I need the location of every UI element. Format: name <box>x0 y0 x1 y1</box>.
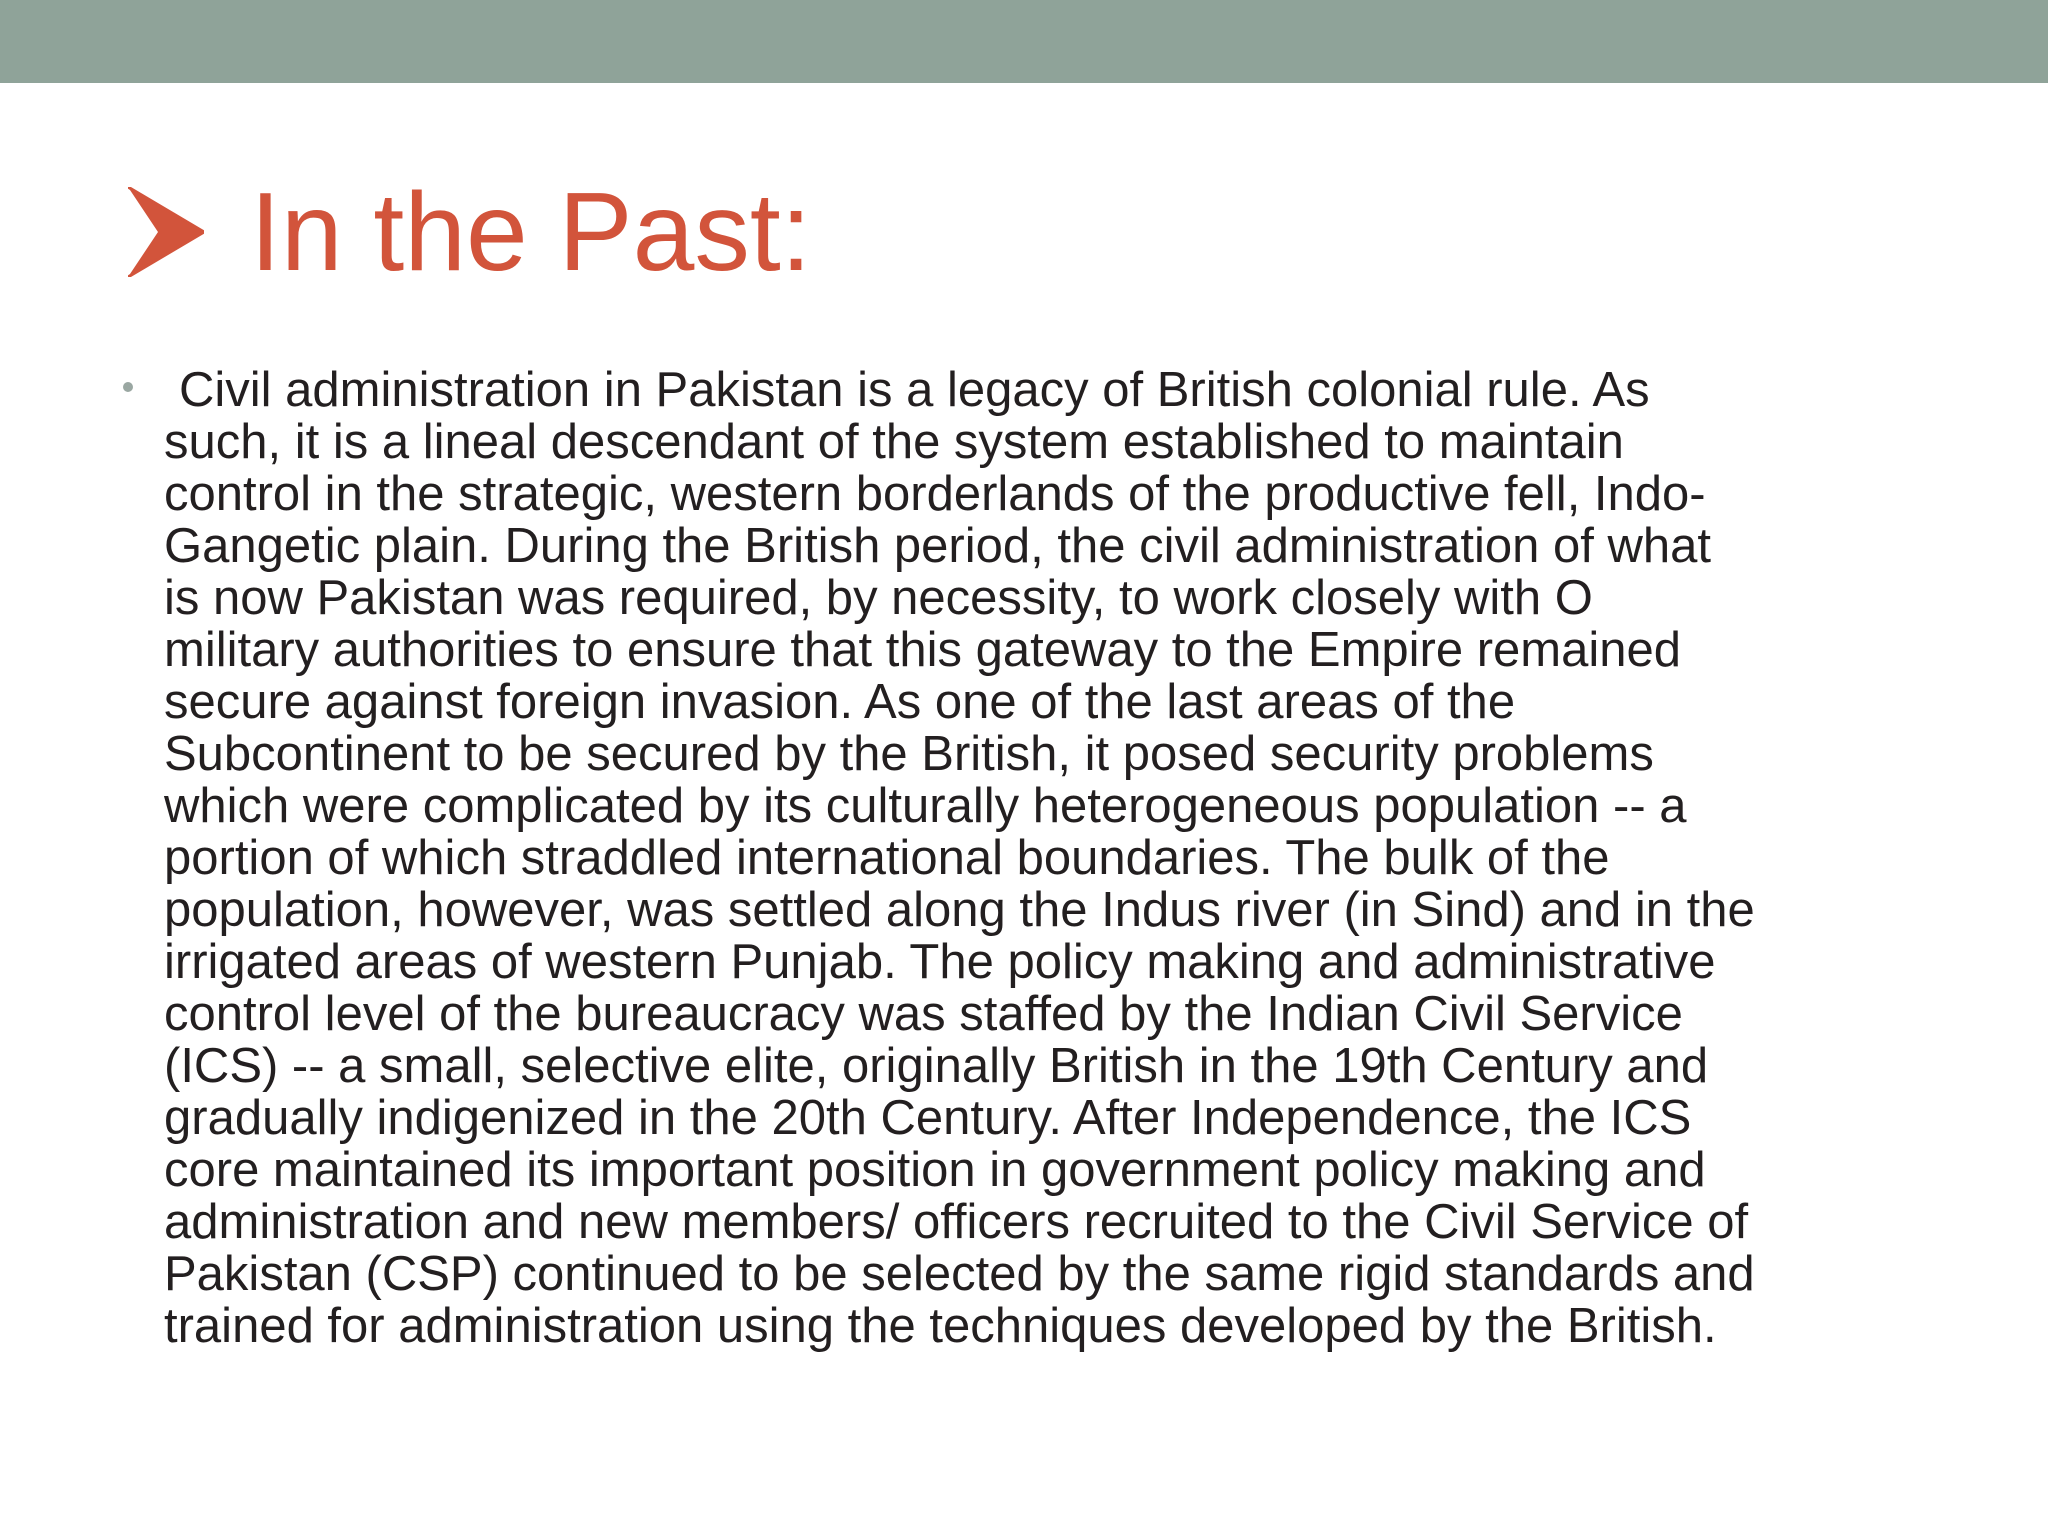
slide-title: In the Past: <box>250 169 812 294</box>
body-line: which were complicated by its culturally heterogeneous population -- a <box>164 779 1687 833</box>
body-line: Pakistan (CSP) continued to be selected by the same rigid standards and <box>164 1247 1755 1301</box>
body-line: Subcontinent to be secured by the British, it posed security problems <box>164 727 1654 781</box>
body-line: trained for administration using the techniques developed by the British. <box>164 1299 1717 1353</box>
bullet-dot-icon <box>123 382 133 392</box>
slide-top-band <box>0 0 2048 83</box>
body-line: Civil administration in Pakistan is a legacy of British colonial rule. As <box>179 363 1650 417</box>
body-line: is now Pakistan was required, by necessity, to work closely with O <box>164 571 1593 625</box>
body-line: portion of which straddled international boundaries. The bulk of the <box>164 831 1610 885</box>
body-line: population, however, was settled along the Indus river (in Sind) and in the <box>164 883 1755 937</box>
body-line: control level of the bureaucracy was staffed by the Indian Civil Service <box>164 987 1683 1041</box>
body-line: control in the strategic, western borderlands of the productive fell, Indo- <box>164 467 1706 521</box>
slide-body-paragraph <box>164 364 1944 1352</box>
body-line: core maintained its important position in government policy making and <box>164 1143 1706 1197</box>
body-line: military authorities to ensure that this gateway to the Empire remained <box>164 623 1682 677</box>
body-line: (ICS) -- a small, selective elite, originally British in the 19th Century and <box>164 1039 1709 1093</box>
body-line: secure against foreign invasion. As one of the last areas of the <box>164 675 1516 729</box>
arrowhead-bullet-icon <box>128 187 204 277</box>
body-line: irrigated areas of western Punjab. The policy making and administrative <box>164 935 1716 989</box>
slide-title-row <box>128 169 812 294</box>
body-line: such, it is a lineal descendant of the system established to maintain <box>164 415 1624 469</box>
body-line: Gangetic plain. During the British period, the civil administration of what <box>164 519 1711 573</box>
body-line: administration and new members/ officers recruited to the Civil Service of <box>164 1195 1749 1249</box>
body-line: gradually indigenized in the 20th Century. After Independence, the ICS <box>164 1091 1692 1145</box>
